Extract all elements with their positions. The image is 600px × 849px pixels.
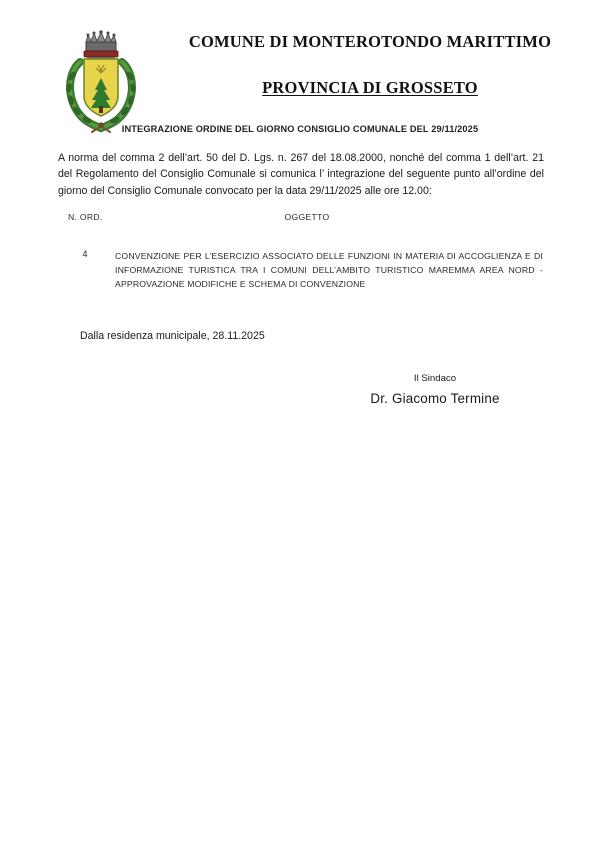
table-row bbox=[58, 249, 548, 292]
crown-part bbox=[84, 30, 118, 60]
signature-role: Il Sindaco bbox=[413, 373, 457, 384]
page-subtitle bbox=[150, 78, 590, 98]
place-and-date: Dalla residenza municipale, 28.11.2025 bbox=[80, 330, 265, 342]
signature-block bbox=[330, 373, 540, 406]
shield-part bbox=[84, 59, 118, 116]
column-header-object: OGGETTO bbox=[284, 212, 330, 222]
body-paragraph: A norma del comma 2 dell’art. 50 del D. Lgs. n. 267 del 18.08.2000, nonché del comma 1 dell’art. 21 del Regolamento del Consiglio Comunale si comunica l’ integrazione del seguente punto all’ordine del giorno del Consiglio Comunale convocato per la data 29/11/2025 alle ore 12.00: bbox=[58, 152, 544, 197]
page-subtitle-text: PROVINCIA DI GROSSETO bbox=[262, 78, 478, 97]
page-title: COMUNE DI MONTEROTONDO MARITTIMO bbox=[188, 32, 552, 51]
agenda-table-header bbox=[58, 212, 548, 232]
agenda-item-number: 4 bbox=[82, 249, 88, 259]
column-header-number: N. ORD. bbox=[68, 212, 103, 222]
coat-of-arms-emblem bbox=[58, 28, 144, 136]
notice-heading: INTEGRAZIONE ORDINE DEL GIORNO CONSIGLIO COMUNALE DEL 29/11/2025 bbox=[121, 124, 479, 134]
agenda-table bbox=[58, 212, 548, 292]
title-stack bbox=[150, 32, 590, 98]
signature-name: Dr. Giacomo Termine bbox=[370, 391, 500, 406]
agenda-item-object: CONVENZIONE PER L’ESERCIZIO ASSOCIATO DELLE FUNZIONI IN MATERIA DI ACCOGLIENZA E DI INFORMAZIONE TURISTICA TRA I COMUNI DELL’AMBITO TURISTICO MAREMMA AREA NORD - APPROVAZIONE MODIFICHE E SCHEMA DI CONVENZIONE bbox=[115, 251, 543, 290]
document-header bbox=[0, 24, 600, 139]
